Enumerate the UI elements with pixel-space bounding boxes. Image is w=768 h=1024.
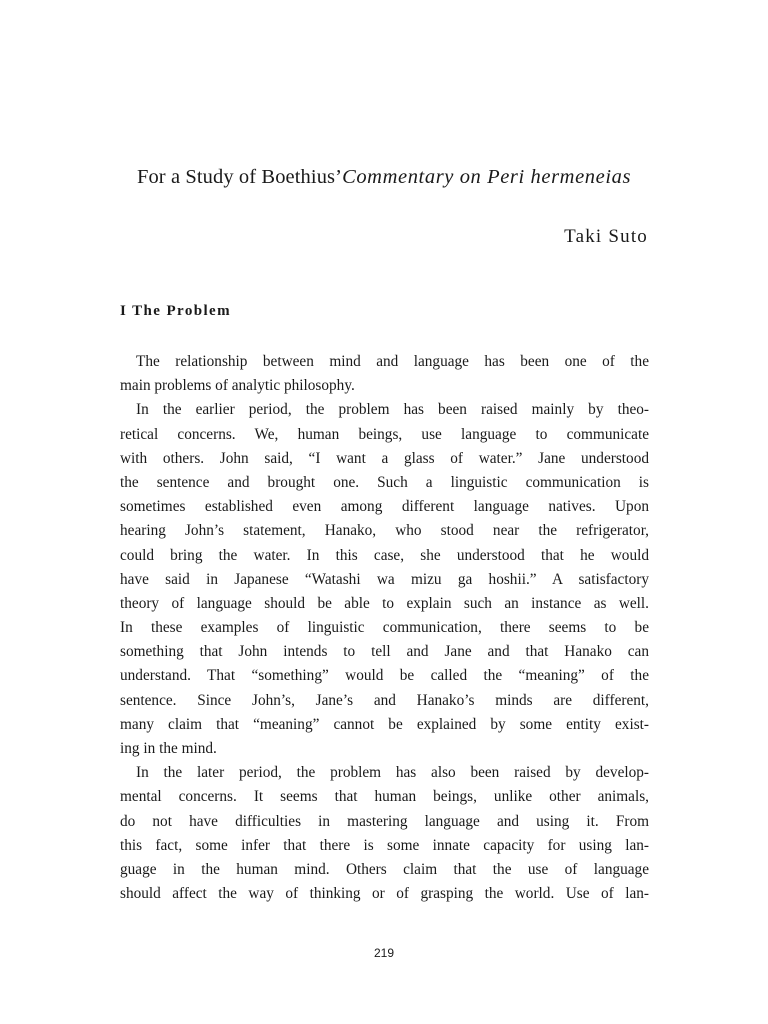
text-line: hearing John’s statement, Hanako, who stood near the refrigerator, (120, 522, 649, 540)
text-line: In these examples of linguistic communication, there seems to be (120, 619, 649, 637)
text-line: The relationship between mind and language has been one of the (136, 353, 649, 370)
text-line: sentence. Since John’s, Jane’s and Hanako’s minds are different, (120, 691, 649, 709)
text-line: have said in Japanese “Watashi wa mizu ga hoshii.” A satisfactory (120, 570, 649, 588)
text-line: ing in the mind. (120, 740, 217, 757)
text-line: guage in the human mind. Others claim that the use of language (120, 860, 649, 878)
text-line: main problems of analytic philosophy. (120, 377, 355, 395)
text-line: theory of language should be able to explain such an instance as well. (120, 594, 649, 612)
text-line: many claim that “meaning” cannot be explained by some entity exist- (120, 715, 649, 733)
text-line: do not have difficulties in mastering language and using it. From (120, 812, 649, 830)
paper-title (0, 166, 768, 189)
text-line: mental concerns. It seems that human beings, unlike other animals, (120, 788, 649, 806)
text-line: the sentence and brought one. Such a linguistic communication is (120, 473, 649, 491)
text-line: this fact, some infer that there is some innate capacity for using lan- (120, 836, 649, 854)
text-line: should affect the way of thinking or of grasping the world. Use of lan- (120, 885, 649, 903)
text-line: sometimes established even among different language natives. Upon (120, 498, 649, 516)
text-line: In the later period, the problem has also been raised by develop- (136, 764, 649, 782)
section-heading: I The Problem (120, 303, 231, 319)
text-line: something that John intends to tell and Jane and that Hanako can (120, 643, 649, 661)
body-text (120, 350, 649, 906)
title-italic: Commentary on Peri hermeneias (342, 166, 632, 188)
page-number: 219 (373, 946, 395, 960)
text-line: with others. John said, “I want a glass of water.” Jane understood (120, 449, 649, 467)
text-line: retical concerns. We, human beings, use language to communicate (120, 425, 649, 443)
text-line: could bring the water. In this case, she understood that he would (120, 546, 649, 564)
title-prefix: For a Study of Boethius’ (136, 166, 343, 188)
text-line: understand. That “something” would be called the “meaning” of the (120, 667, 649, 685)
author-name: Taki Suto (564, 226, 648, 247)
text-line: In the earlier period, the problem has been raised mainly by theo- (136, 401, 649, 419)
